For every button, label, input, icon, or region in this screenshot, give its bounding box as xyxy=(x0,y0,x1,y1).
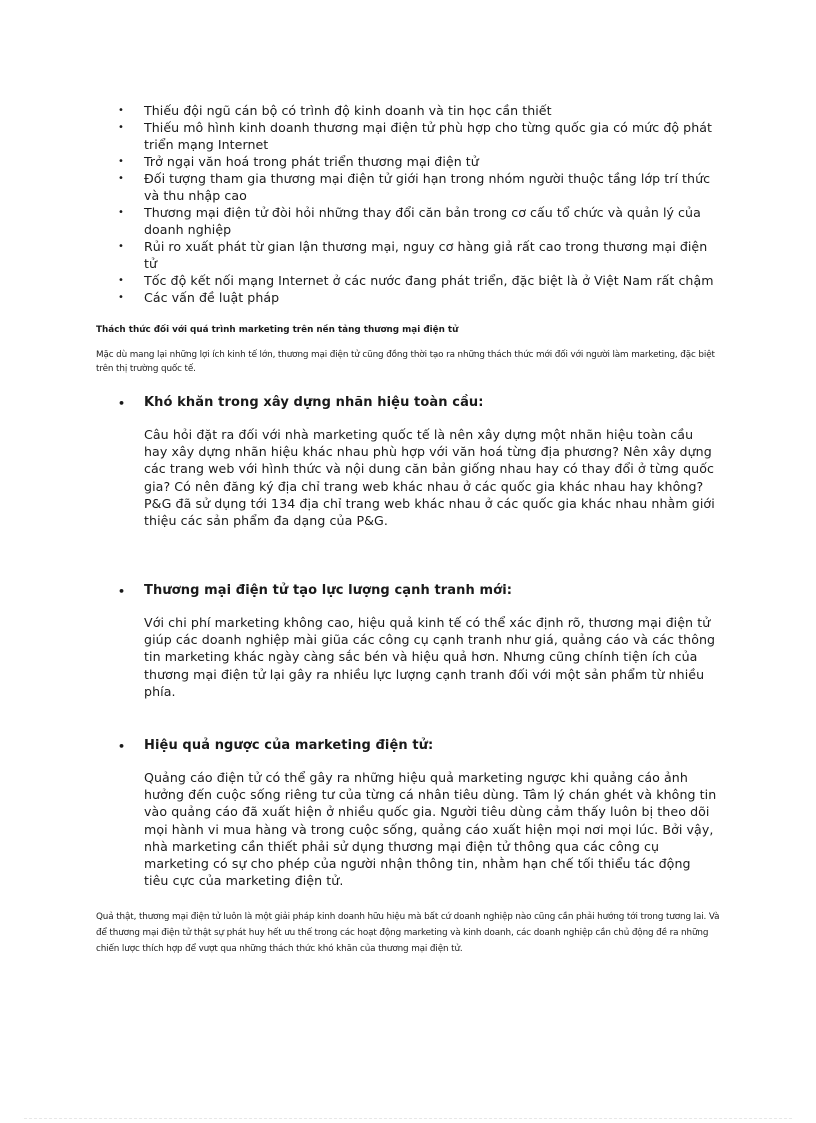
bullet-icon: • xyxy=(118,740,126,753)
list-item xyxy=(118,272,718,289)
section-heading: Thách thức đối với quá trình marketing trên nền tảng thương mại điện tử xyxy=(96,325,459,335)
list-item xyxy=(118,153,718,170)
topic-heading xyxy=(118,394,718,412)
topic-new-competition xyxy=(118,582,718,700)
list-item xyxy=(118,102,718,119)
list-item xyxy=(118,119,718,153)
list-item-text: Thiếu mô hình kinh doanh thương mại điện tử phù hợp cho từng quốc gia có mức độ phát triển mạng Internet xyxy=(144,120,713,152)
bullet-icon: • xyxy=(118,397,126,410)
bullet-icon: • xyxy=(118,292,124,303)
list-item xyxy=(118,170,718,204)
page-bottom-edge xyxy=(24,1118,792,1119)
bullet-icon: • xyxy=(118,241,124,252)
challenges-list xyxy=(118,102,718,306)
topic-heading xyxy=(118,737,718,755)
list-item-text: Tốc độ kết nối mạng Internet ở các nước đang phát triển, đặc biệt là ở Việt Nam rất chậm xyxy=(144,273,714,288)
conclusion-paragraph: Quả thật, thương mại điện tử luôn là một giải pháp kinh doanh hữu hiệu mà bất cứ doanh nghiệp nào cũng cần phải hướng tới trong tương lai. Và để thương mại điện tử thật sự phát huy hết ưu thế trong các hoạt động marketing và kinh doanh, các doanh nghiệp cần chủ động đề ra những chiến lược thích hợp để vượt qua những thách thức khó khăn của thương mại điện tử. xyxy=(96,912,720,954)
topic-heading xyxy=(118,582,718,600)
topic-title: Khó khăn trong xây dựng nhãn hiệu toàn cầu: xyxy=(144,395,484,410)
list-item xyxy=(118,238,718,272)
list-item-text: Trở ngại văn hoá trong phát triển thương mại điện tử xyxy=(144,154,479,169)
topic-body: Câu hỏi đặt ra đối với nhà marketing quốc tế là nên xây dựng một nhãn hiệu toàn cầu hay xây dựng nhãn hiệu khác nhau phù hợp với văn hoá từng địa phương? Nên xây dựng các trang web với hình thức và nội dung căn bản giống nhau hay có thay đổi ở từng quốc gia? Có nên đăng ký địa chỉ trang web khác nhau ở các quốc gia khác nhau hay không? P&G đã sử dụng tới 134 địa chỉ trang web khác nhau ở các quốc gia khác nhau nhằm giới thiệu các sản phẩm đa dạng của P&G. xyxy=(144,427,715,529)
topic-title: Thương mại điện tử tạo lực lượng cạnh tranh mới: xyxy=(144,583,513,598)
list-item-text: Rủi ro xuất phát từ gian lận thương mại, nguy cơ hàng giả rất cao trong thương mại điện tử xyxy=(144,239,708,271)
list-item xyxy=(118,204,718,238)
bullet-icon: • xyxy=(118,585,126,598)
list-item xyxy=(118,289,718,306)
topic-body: Với chi phí marketing không cao, hiệu quả kinh tế có thể xác định rõ, thương mại điện tử giúp các doanh nghiệp mài giũa các công cụ cạnh tranh như giá, quảng cáo và các thông tin marketing khác ngày càng sắc bén và hiệu quả hơn. Nhưng cũng chính tiện ích của thương mại điện tử lại gây ra nhiều lực lượng cạnh tranh đối với một sản phẩm từ nhiều phía. xyxy=(144,615,716,699)
bullet-icon: • xyxy=(118,173,124,184)
bullet-icon: • xyxy=(118,122,124,133)
list-item-text: Thương mại điện tử đòi hỏi những thay đổi căn bản trong cơ cấu tổ chức và quản lý của doanh nghiệp xyxy=(144,205,701,237)
list-item-text: Đối tượng tham gia thương mại điện tử giới hạn trong nhóm người thuộc tầng lớp trí thức và thu nhập cao xyxy=(144,171,711,203)
bullet-icon: • xyxy=(118,275,124,286)
topic-reverse-effect xyxy=(118,737,718,889)
intro-paragraph: Mặc dù mang lại những lợi ích kinh tế lớn, thương mại điện tử cũng đồng thời tạo ra những thách thức mới đối với người làm marketing, đặc biệt trên thị trường quốc tế. xyxy=(96,350,715,374)
list-item-text: Thiếu đội ngũ cán bộ có trình độ kinh doanh và tin học cần thiết xyxy=(144,103,552,118)
bullet-icon: • xyxy=(118,207,124,218)
list-item-text: Các vấn đề luật pháp xyxy=(144,290,280,305)
topic-title: Hiệu quả ngược của marketing điện tử: xyxy=(144,738,434,753)
topic-global-branding xyxy=(118,394,718,529)
bullet-icon: • xyxy=(118,105,124,116)
bullet-icon: • xyxy=(118,156,124,167)
topic-body: Quảng cáo điện tử có thể gây ra những hiệu quả marketing ngược khi quảng cáo ảnh hưởng đến cuộc sống riêng tư của từng cá nhân tiêu dùng. Tâm lý chán ghét và không tin vào quảng cáo đã xuất hiện ở nhiều quốc gia. Người tiêu dùng cảm thấy luôn bị theo dõi mọi hành vi mua hàng và trong cuộc sống, quảng cáo xuất hiện mọi nơi mọi lúc. Bởi vậy, nhà marketing cần thiết phải sử dụng thương mại điện tử thông qua các công cụ marketing có sự cho phép của người nhận thông tin, nhằm hạn chế tối thiểu tác động tiêu cực của marketing điện tử. xyxy=(144,770,717,889)
